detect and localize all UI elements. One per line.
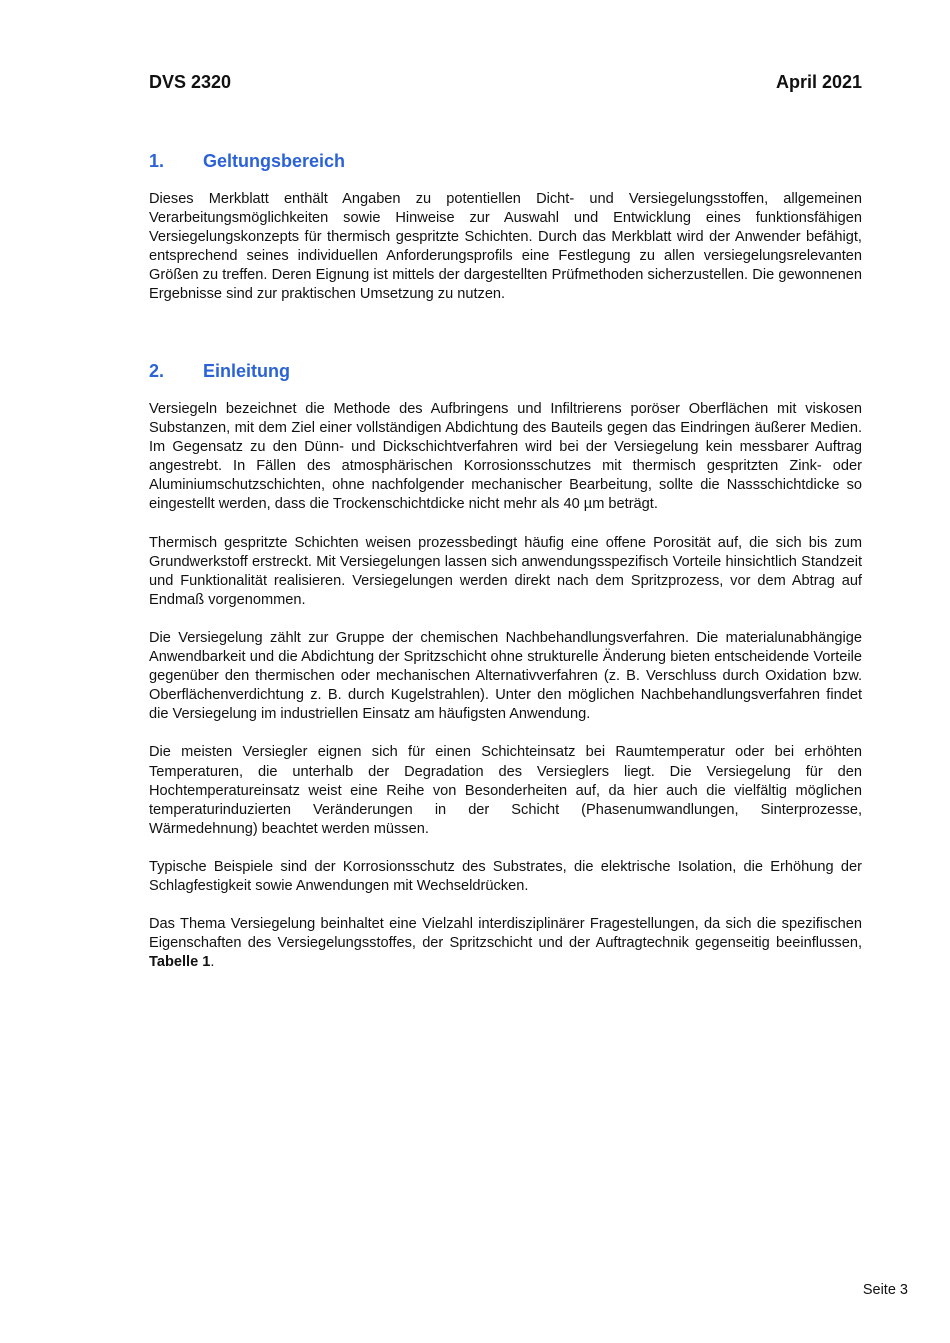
section-title: Geltungsbereich (203, 151, 346, 171)
paragraph: Thermisch gespritzte Schichten weisen prozessbedingt häufig eine offene Porosität auf, die sich bis zum Grundwerkstoff erstreckt. Mit Versiegelungen lassen sich anwendungsspezifisch Vorteile hinsichtlich Standzeit und Funktionalität realisieren. Versiegelungen werden direkt nach dem Spritzprozess, vor dem Abtrag auf Endmaß vorgenommen. (149, 534, 862, 608)
paragraph: Die Versiegelung zählt zur Gruppe der chemischen Nachbehandlungsverfahren. Die materialunabhängige Anwendbarkeit und die Abdichtung der Spritzschicht ohne strukturelle Änderung bieten entscheidende Vorteile gegenüber den thermischen oder mechanischen Alternativverfahren (z. B. Verschluss durch Oxidation bzw. Oberflächenverdichtung z. B. durch Kugelstrahlen). Unter den möglichen Nachbehandlungsverfahren findet die Versiegelung im industriellen Einsatz am häufigsten Anwendung. (149, 629, 862, 723)
section-geltungsbereich (149, 150, 862, 305)
section-title: Einleitung (203, 361, 290, 381)
section-heading (149, 150, 862, 172)
paragraph: Dieses Merkblatt enthält Angaben zu potentiellen Dicht- und Versiegelungsstoffen, allgemeinen Verarbeitungsmöglichkeiten sowie Hinweise zur Auswahl und Entwicklung eines funktionsfähigen Versiegelungskonzepts für thermisch gespritzte Schichten. Durch das Merkblatt wird der Anwender befähigt, entsprechend seines individuellen Anforderungsprofils eine Festlegung zu allen versiegelungsrelevanten Größen zu treffen. Deren Eignung ist mittels der dargestellten Prüfmethoden sicherzustellen. Die gewonnenen Ergebnisse sind zur praktischen Umsetzung zu nutzen. (149, 191, 862, 303)
paragraph: Typische Beispiele sind der Korrosionsschutz des Substrates, die elektrische Isolation, die Erhöhung der Schlagfestigkeit sowie Anwendungen mit Wechseldrücken. (149, 858, 862, 894)
paragraph-text: Das Thema Versiegelung beinhaltet eine Vielzahl interdisziplinärer Fragestellungen, da sich die spezifischen Eigenschaften des Versiegelungsstoffes, der Spritzschicht und der Auftragtechnik gegenseitig beeinflussen, (149, 916, 862, 952)
section-heading (149, 360, 862, 382)
paragraph: Versiegeln bezeichnet die Methode des Aufbringens und Infiltrierens poröser Oberflächen mit viskosen Substanzen, mit dem Ziel einer vollständigen Abdichtung des Bauteils gegen das Eindringen äußerer Medien. Im Gegensatz zu den Dünn- und Dickschichtverfahren wird bei der Versiegelung kein messbarer Auftrag angestrebt. In Fällen des atmosphärischen Korrosionsschutzes mit thermisch gespritzten Zink- oder Aluminiumschutzschichten, ohne nachfolgender mechanischer Bearbeitung, sollte die Nassschichtdicke so eingestellt werden, dass die Trockenschichtdicke nicht mehr als 40 µm beträgt. (149, 401, 862, 513)
section-einleitung (149, 360, 862, 972)
paragraph: Die meisten Versiegler eignen sich für einen Schichteinsatz bei Raumtemperatur oder bei erhöhten Temperaturen, die unterhalb der Degradation des Versieglers liegt. Die Versiegelung für den Hochtemperatureinsatz weist eine Reihe von Besonderheiten auf, da hier auch die vielfältig möglichen temperaturinduzierten Veränderungen in der Schicht (Phasenumwandlungen, Sinterprozesse, Wärmedehnung) beachtet werden müssen. (149, 744, 862, 837)
page-header (149, 71, 862, 93)
page-number: Seite 3 (862, 1282, 908, 1298)
section-number: 2. (149, 361, 165, 381)
document-id: DVS 2320 (149, 72, 232, 92)
document-date: April 2021 (775, 72, 862, 92)
paragraph-with-table-reference (149, 915, 862, 972)
section-number: 1. (149, 151, 165, 171)
table-reference-link[interactable]: Tabelle 1 (149, 954, 211, 971)
paragraph-end: . (210, 954, 215, 971)
